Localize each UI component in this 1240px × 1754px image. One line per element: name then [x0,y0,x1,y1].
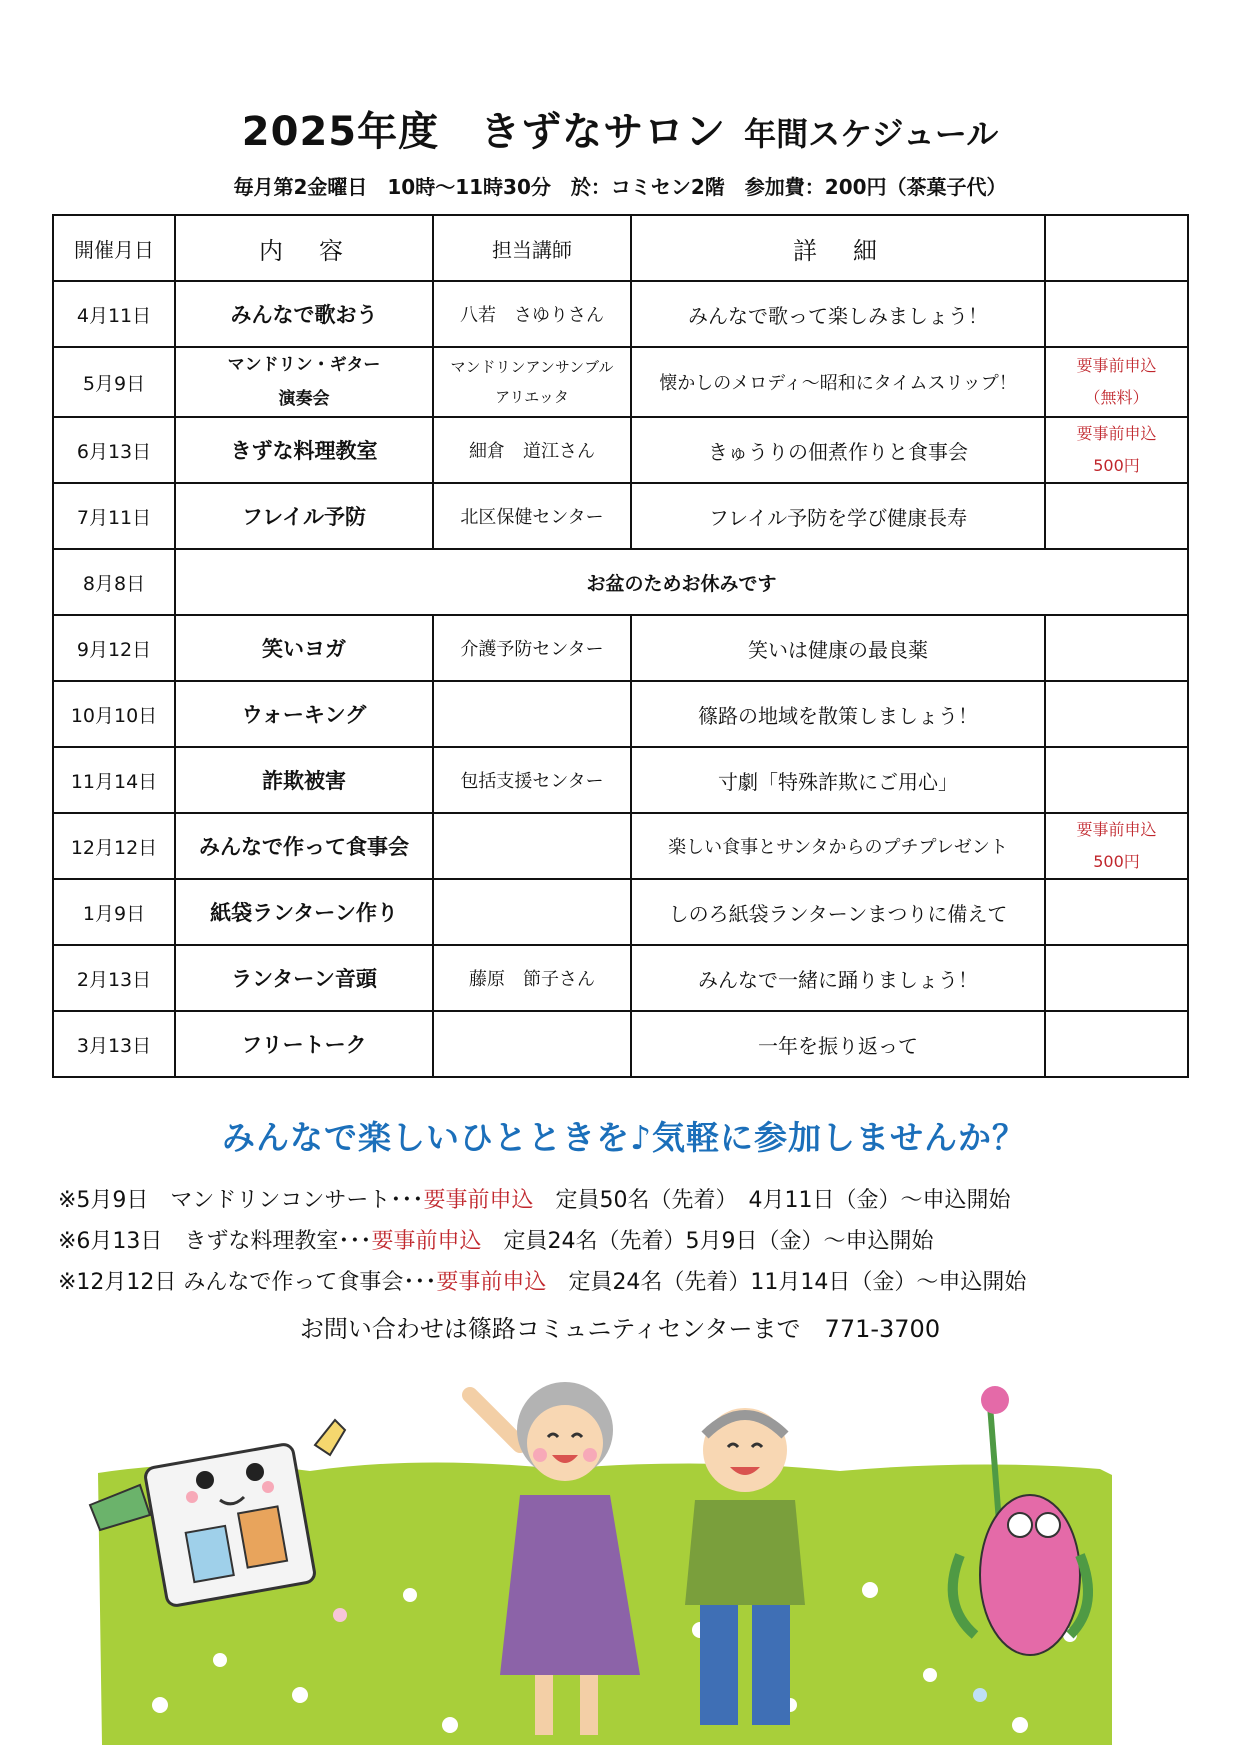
row-note [1045,483,1188,549]
row-topic: きずな料理教室 [175,417,433,483]
header-note [1045,215,1188,281]
row-date: 5月9日 [53,347,175,417]
row-note-line2: 500円 [1093,456,1140,475]
row-detail: 楽しい食事とサンタからのプチプレゼント [631,813,1045,879]
row-note [1045,1011,1188,1077]
note-suffix: 定員50名（先着） 4月11日（金）～申込開始 [533,1188,1011,1213]
row-instructor [433,1011,631,1077]
row-note [1045,281,1188,347]
row-topic: 笑いヨガ [175,615,433,681]
row-detail: みんなで一緒に踊りましょう！ [631,945,1045,1011]
table-row [53,483,1188,549]
table-header-row [53,215,1188,281]
contact-info: お問い合わせは篠路コミュニティセンターまで 771-3700 [299,1315,941,1343]
row-topic: ウォーキング [175,681,433,747]
row-date: 10月10日 [53,681,175,747]
row-note [1045,747,1188,813]
row-detail: きゅうりの佃煮作りと食事会 [631,417,1045,483]
catchphrase: みんなで楽しいひとときを♪気軽に参加しませんか？ [222,1118,1027,1157]
schedule-table [52,214,1189,1078]
row-detail: みんなで歌って楽しみましょう！ [631,281,1045,347]
row-detail: 篠路の地域を散策しましょう！ [631,681,1045,747]
row-topic: ランターン音頭 [175,945,433,1011]
row-topic: 詐欺被害 [175,747,433,813]
title-sub: 年間スケジュール [744,115,999,153]
note-suffix: 定員24名（先着）5月9日（金）～申込開始 [481,1229,934,1254]
header-instructor: 担当講師 [433,215,631,281]
row-date: 1月9日 [53,879,175,945]
row-instructor: 包括支援センター [433,747,631,813]
row-instructor: 介護予防センター [433,615,631,681]
row-instructor-line2: アリエッタ [495,388,569,406]
note-suffix: 定員24名（先着）11月14日（金）～申込開始 [546,1270,1027,1295]
row-date: 3月13日 [53,1011,175,1077]
row-topic: みんなで歌おう [175,281,433,347]
schedule-info: 毎月第2金曜日 10時～11時30分 於：コミセン2階 参加費：200円（茶菓子代） [233,175,1007,199]
holiday-notice: お盆のためお休みです [175,549,1188,615]
row-note-line1: 要事前申込 [1076,424,1157,443]
table-row [53,347,1188,417]
row-note-line1: 要事前申込 [1076,820,1157,839]
row-topic: みんなで作って食事会 [175,813,433,879]
table-row [53,549,1188,615]
note-prefix: ※5月9日 マンドリンコンサート･･･ [58,1188,424,1213]
row-date: 6月13日 [53,417,175,483]
note-required: 要事前申込 [423,1188,534,1213]
row-instructor-line1: マンドリンアンサンブル [450,358,614,376]
row-detail: 寸劇「特殊詐欺にご用心」 [631,747,1045,813]
row-topic-line2: 演奏会 [278,389,330,409]
row-note [1045,945,1188,1011]
row-date: 4月11日 [53,281,175,347]
row-note [1045,347,1188,417]
row-date: 12月12日 [53,813,175,879]
header-detail: 詳 細 [631,215,1045,281]
row-instructor [433,879,631,945]
row-instructor [433,347,631,417]
row-instructor: 北区保健センター [433,483,631,549]
table-row [53,945,1188,1011]
note-line [58,1221,1026,1262]
table-row [53,813,1188,879]
row-instructor: 藤原 節子さん [433,945,631,1011]
table-row [53,417,1188,483]
header-date: 開催月日 [53,215,175,281]
row-topic: フレイル予防 [175,483,433,549]
row-note [1045,681,1188,747]
row-date: 9月12日 [53,615,175,681]
row-note [1045,417,1188,483]
row-topic [175,347,433,417]
table-row [53,615,1188,681]
row-instructor: 細倉 道江さん [433,417,631,483]
header-content: 内 容 [175,215,433,281]
note-line [58,1262,1026,1303]
table-row [53,281,1188,347]
row-detail: フレイル予防を学び健康長寿 [631,483,1045,549]
row-note [1045,813,1188,879]
row-instructor [433,681,631,747]
row-note-line1: 要事前申込 [1076,356,1157,375]
page-title [0,100,1240,157]
footer-illustration [0,1375,1240,1754]
row-instructor [433,813,631,879]
row-date: 7月11日 [53,483,175,549]
row-date: 2月13日 [53,945,175,1011]
note-required: 要事前申込 [371,1229,482,1254]
row-detail: 笑いは健康の最良薬 [631,615,1045,681]
note-line [58,1180,1026,1221]
row-topic: フリートーク [175,1011,433,1077]
row-detail: しのろ紙袋ランターンまつりに備えて [631,879,1045,945]
table-row [53,681,1188,747]
row-date: 8月8日 [53,549,175,615]
row-detail: 一年を振り返って [631,1011,1045,1077]
table-row [53,747,1188,813]
row-note [1045,615,1188,681]
note-required: 要事前申込 [436,1270,547,1295]
row-note-line2: （無料） [1084,388,1149,407]
row-topic: 紙袋ランターン作り [175,879,433,945]
table-row [53,879,1188,945]
row-date: 11月14日 [53,747,175,813]
row-note [1045,879,1188,945]
note-prefix: ※12月12日 みんなで作って食事会･･･ [58,1270,437,1295]
title-main: 2025年度 きずなサロン [241,109,727,155]
application-notes [58,1180,1026,1303]
note-prefix: ※6月13日 きずな料理教室･･･ [58,1229,372,1254]
row-topic-line1: マンドリン・ギター [227,355,381,375]
row-instructor: 八若 さゆりさん [433,281,631,347]
row-note-line2: 500円 [1093,852,1140,871]
row-detail: 懐かしのメロディ～昭和にタイムスリップ！ [631,347,1045,417]
table-row [53,1011,1188,1077]
